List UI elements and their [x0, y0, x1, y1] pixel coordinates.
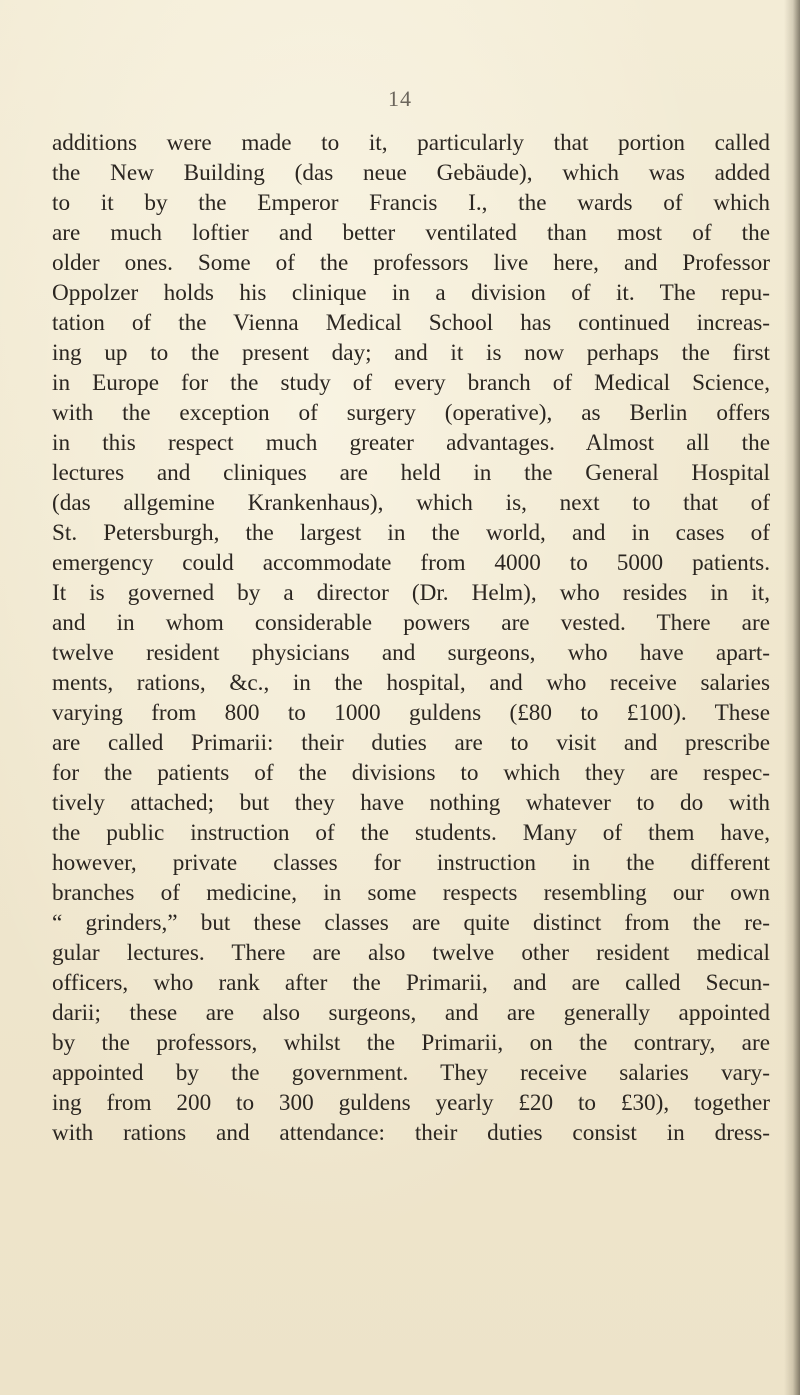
text-line: additions were made to it, particularly that portion called — [52, 130, 770, 156]
text-line: officers, who rank after the Primarii, and are called Secun- — [52, 970, 770, 996]
text-line: branches of medicine, in some respects resembling our own — [52, 880, 770, 906]
text-line: are much loftier and better ventilated than most of the — [52, 220, 770, 246]
text-line: tively attached; but they have nothing whatever to do with — [52, 790, 770, 816]
text-line: older ones. Some of the professors live here, and Professor — [52, 250, 770, 276]
text-line: St. Petersburgh, the largest in the world, and in cases of — [52, 520, 770, 546]
text-line: gular lectures. There are also twelve other resident medical — [52, 940, 770, 966]
text-line: Oppolzer holds his clinique in a division of it. The repu- — [52, 280, 770, 306]
text-line: by the professors, whilst the Primarii, on the contrary, are — [52, 1030, 770, 1056]
text-line: ing from 200 to 300 guldens yearly £20 to £30), together — [52, 1090, 770, 1116]
text-line: tation of the Vienna Medical School has continued increas- — [52, 310, 770, 336]
text-line: darii; these are also surgeons, and are generally appointed — [52, 1000, 770, 1026]
text-line: to it by the Emperor Francis I., the wards of which — [52, 190, 770, 216]
text-line: with rations and attendance: their duties consist in dress- — [52, 1120, 770, 1146]
body-text — [52, 128, 770, 1148]
text-line: lectures and cliniques are held in the General Hospital — [52, 460, 770, 486]
text-line: in this respect much greater advantages. Almost all the — [52, 430, 770, 456]
text-line: (das allgemine Krankenhaus), which is, next to that of — [52, 490, 770, 516]
text-line: It is governed by a director (Dr. Helm), who resides in it, — [52, 580, 770, 606]
page-edge-shadow — [784, 0, 800, 1395]
text-line: with the exception of surgery (operative), as Berlin offers — [52, 400, 770, 426]
text-line: the New Building (das neue Gebäude), which was added — [52, 160, 770, 186]
text-line: for the patients of the divisions to which they are respec- — [52, 760, 770, 786]
text-line: ments, rations, &c., in the hospital, and who receive salaries — [52, 670, 770, 696]
text-line: “ grinders,” but these classes are quite distinct from the re- — [52, 910, 770, 936]
text-line: twelve resident physicians and surgeons, who have apart- — [52, 640, 770, 666]
text-line: ing up to the present day; and it is now perhaps the first — [52, 340, 770, 366]
text-line: emergency could accommodate from 4000 to 5000 patients. — [52, 550, 770, 576]
text-line: are called Primarii: their duties are to visit and prescribe — [52, 730, 770, 756]
page-number: 14 — [388, 86, 412, 111]
text-line: and in whom considerable powers are vested. There are — [52, 610, 770, 636]
text-line: however, private classes for instruction in the different — [52, 850, 770, 876]
text-line: varying from 800 to 1000 guldens (£80 to £100). These — [52, 700, 770, 726]
text-line: in Europe for the study of every branch of Medical Science, — [52, 370, 770, 396]
text-line: appointed by the government. They receive salaries vary- — [52, 1060, 770, 1086]
text-line: the public instruction of the students. Many of them have, — [52, 820, 770, 846]
